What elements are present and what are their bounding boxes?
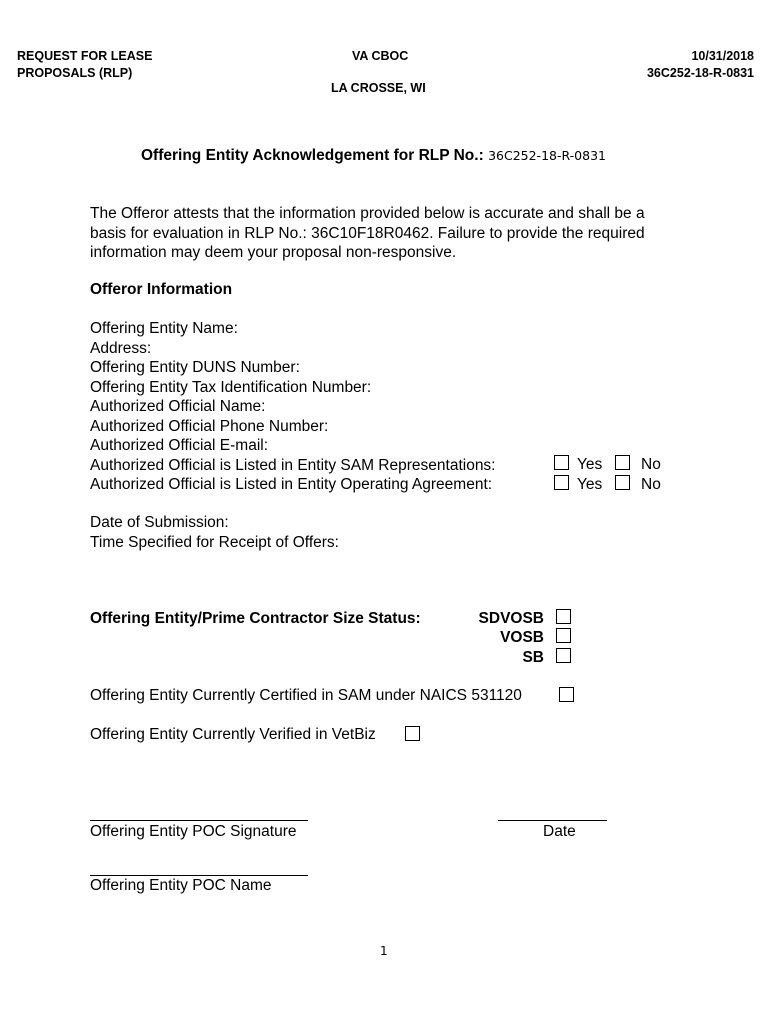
page-title-rlp-number: 36C252-18-R-0831 (488, 148, 606, 163)
vosb-checkbox[interactable] (556, 628, 571, 643)
poc-signature-line[interactable] (90, 820, 308, 821)
offeror-fields (90, 319, 496, 495)
field-official-phone: Authorized Official Phone Number: (90, 417, 329, 435)
intro-paragraph (90, 204, 645, 263)
field-sam-representations: Authorized Official is Listed in Entity SAM Representations: (90, 456, 496, 474)
header-date: 10/31/2018 (691, 49, 754, 63)
sam-naics-checkbox[interactable] (559, 687, 574, 702)
field-duns-number: Offering Entity DUNS Number: (90, 359, 300, 376)
header-right (647, 48, 754, 82)
sam-naics-label: Offering Entity Currently Certified in SAM under NAICS 531120 (90, 687, 522, 704)
intro-line: The Offeror attests that the information provided below is accurate and shall be a (90, 205, 645, 222)
date-line[interactable] (498, 820, 607, 821)
vetbiz-label: Offering Entity Currently Verified in VetBiz (90, 726, 376, 743)
header-left (17, 48, 152, 82)
sam-representations-no-checkbox[interactable] (615, 455, 630, 470)
header-left-line2: PROPOSALS (RLP) (17, 66, 133, 80)
header-left-line1: REQUEST FOR LEASE (17, 49, 153, 63)
offeror-info-heading: Offeror Information (90, 281, 233, 298)
sb-checkbox[interactable] (556, 648, 571, 663)
size-status-option-label: SB (522, 649, 544, 666)
field-date-of-submission: Date of Submission: (90, 514, 229, 531)
page-title (141, 147, 606, 165)
operating-agreement-yes-checkbox[interactable] (554, 475, 569, 490)
header-center-line2: LA CROSSE, WI (331, 81, 426, 95)
operating-agreement-no-checkbox[interactable] (615, 475, 630, 490)
size-status-option-label: SDVOSB (478, 610, 544, 627)
size-status-label: Offering Entity/Prime Contractor Size Status: (90, 610, 421, 627)
intro-line: information may deem your proposal non-responsive. (90, 244, 457, 261)
header-center-line1: VA CBOC (352, 49, 409, 63)
field-address: Address: (90, 339, 152, 357)
size-status-option-label: VOSB (500, 629, 544, 646)
poc-signature-label: Offering Entity POC Signature (90, 823, 297, 840)
date-label: Date (543, 823, 576, 840)
field-entity-name: Offering Entity Name: (90, 320, 238, 337)
field-official-name: Authorized Official Name: (90, 398, 266, 415)
page-number: 1 (380, 944, 388, 958)
intro-line: basis for evaluation in RLP No.: 36C10F18R0462. Failure to provide the required (90, 224, 645, 242)
sam-representations-yes-checkbox[interactable] (554, 455, 569, 470)
vetbiz-checkbox[interactable] (405, 726, 420, 741)
no-label: No (641, 476, 661, 493)
field-operating-agreement: Authorized Official is Listed in Entity Operating Agreement: (90, 476, 493, 493)
field-official-email: Authorized Official E-mail: (90, 437, 269, 454)
sdvosb-checkbox[interactable] (556, 609, 571, 624)
poc-name-label: Offering Entity POC Name (90, 877, 272, 894)
yes-label: Yes (577, 476, 603, 493)
field-time-receipt-offers: Time Specified for Receipt of Offers: (90, 533, 339, 551)
date-fields (90, 513, 339, 552)
field-tax-id: Offering Entity Tax Identification Number: (90, 378, 372, 396)
yes-label: Yes (577, 456, 603, 473)
no-label: No (641, 456, 661, 473)
header-rlp-number: 36C252-18-R-0831 (646, 66, 754, 80)
page-title-label: Offering Entity Acknowledgement for RLP No.: (141, 147, 484, 164)
